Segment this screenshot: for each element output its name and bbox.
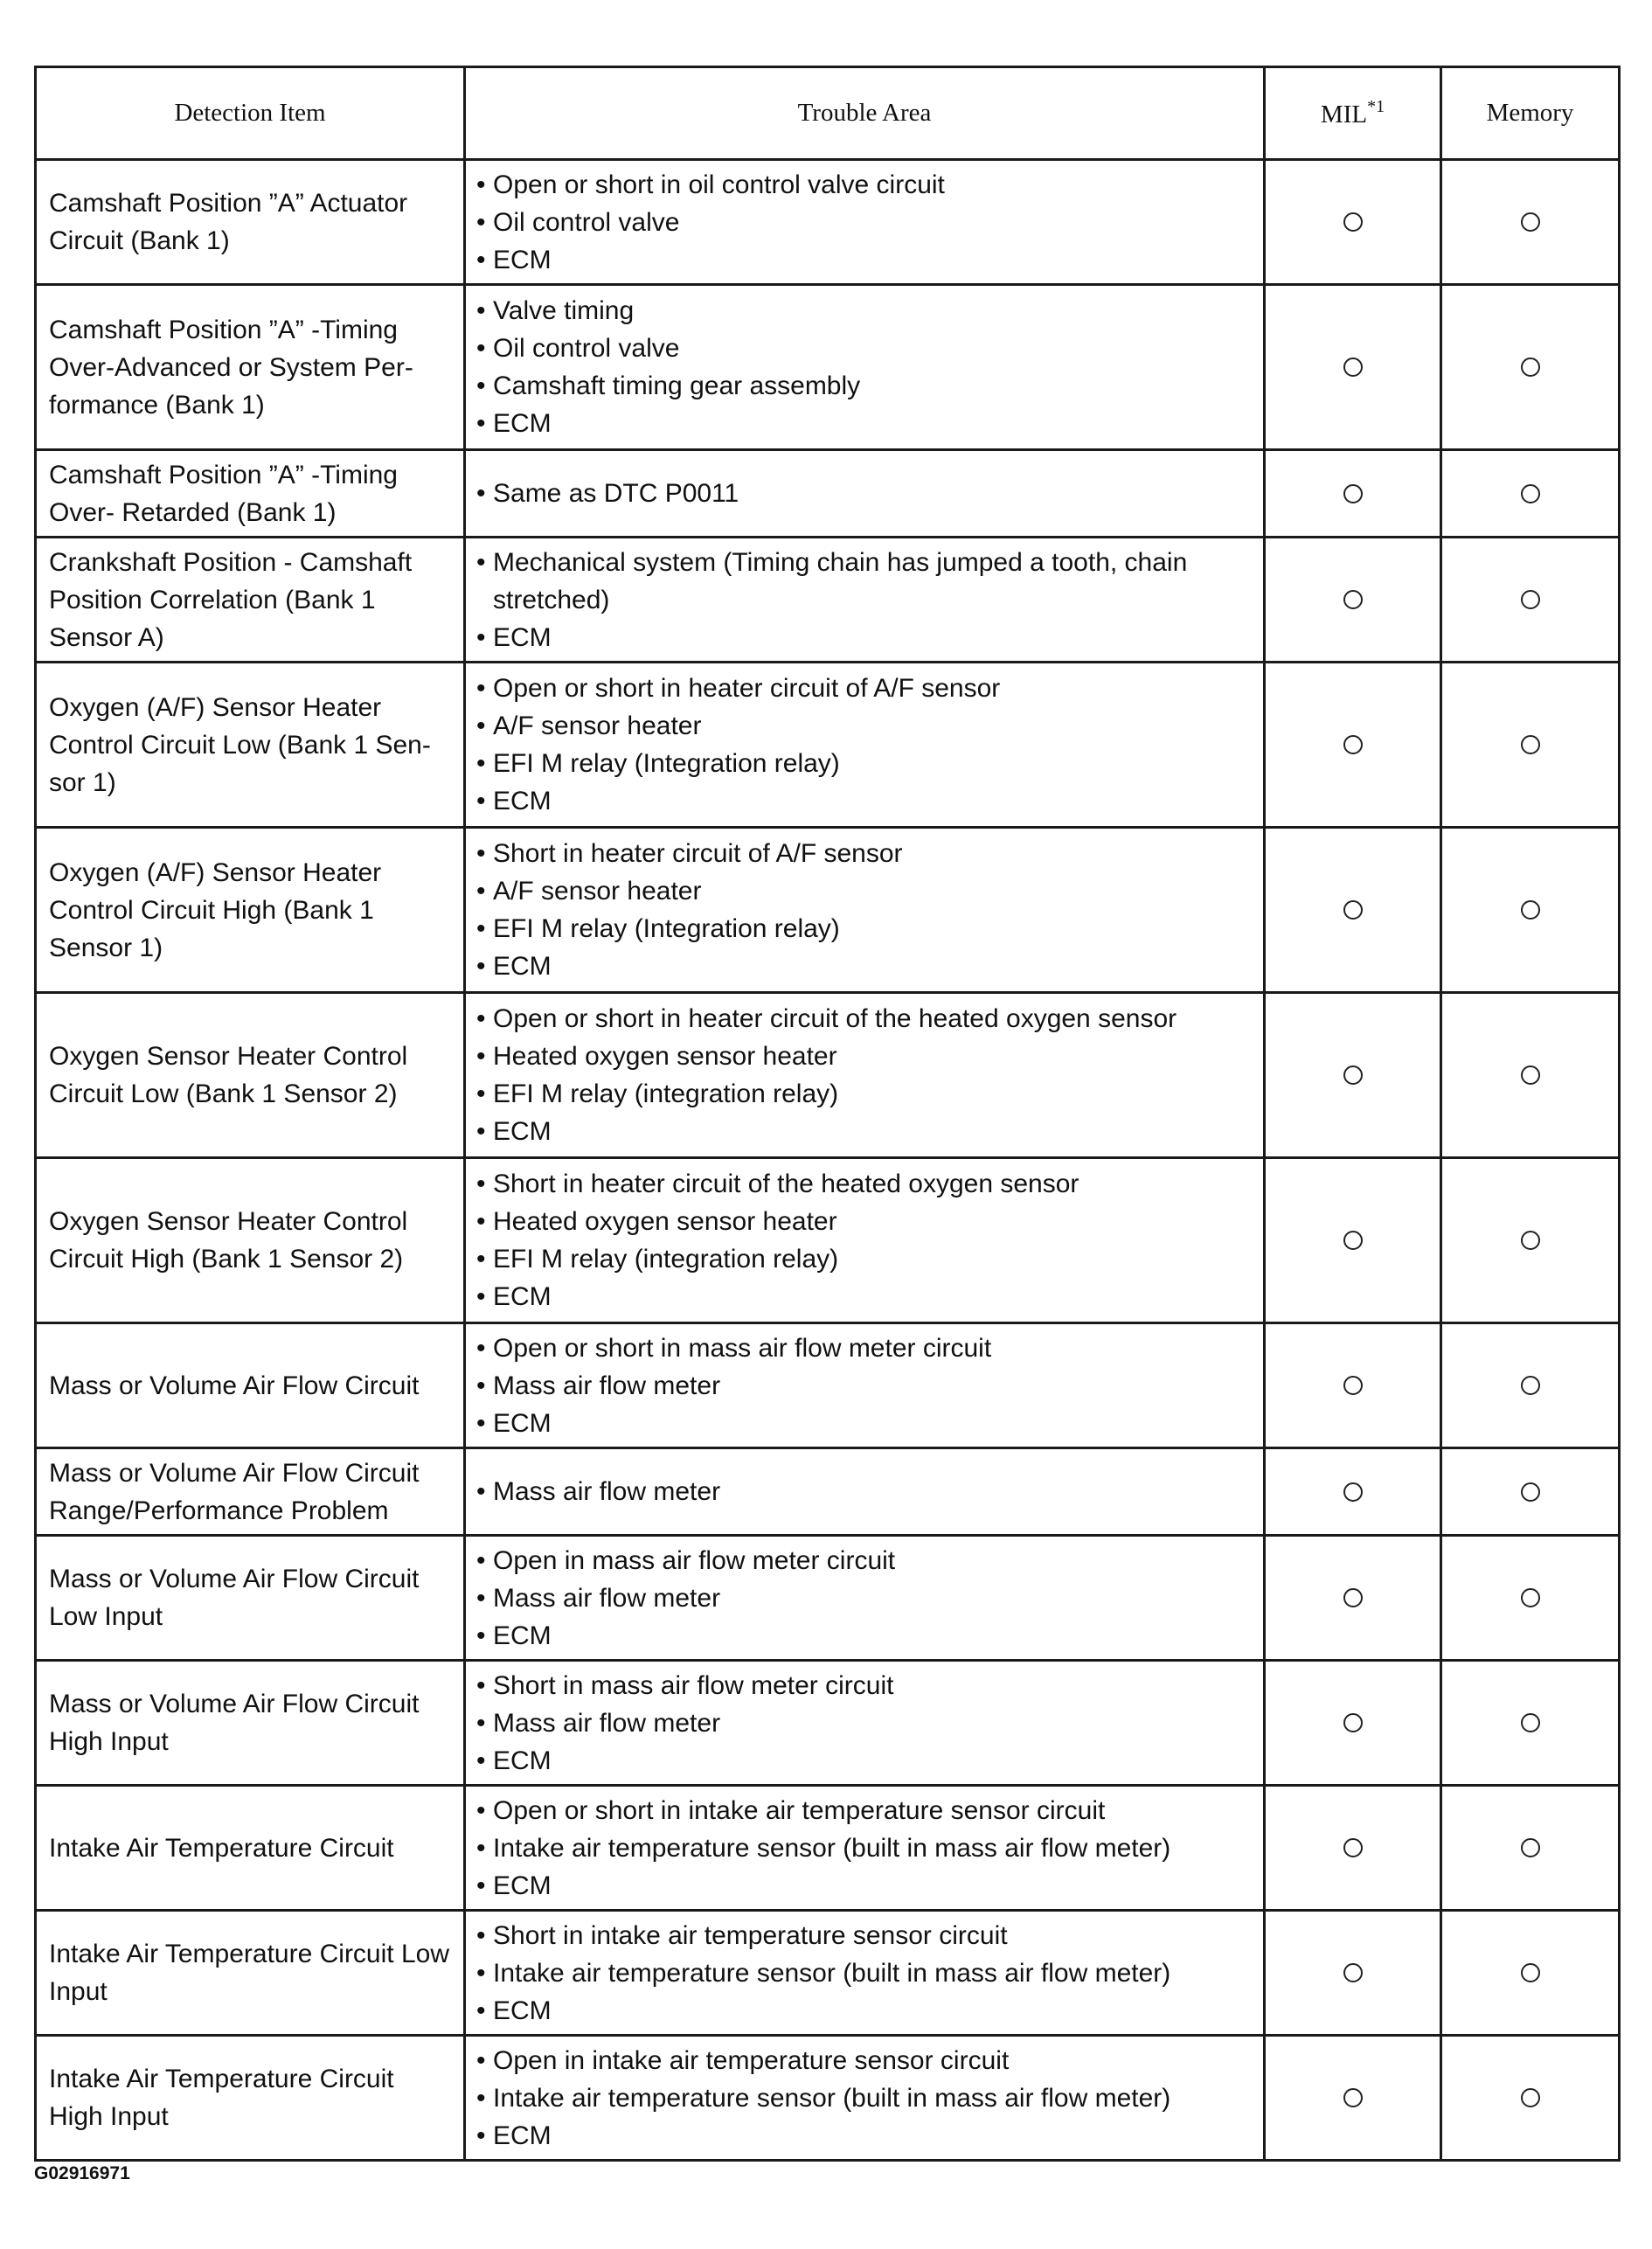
trouble-area-item: • Short in intake air temperature sensor circuit [476, 1917, 1254, 1954]
trouble-area-cell [465, 160, 1265, 285]
memory-circle-icon [1521, 735, 1540, 754]
trouble-area-item: • Open or short in oil control valve circuit [476, 166, 1254, 204]
table-body [36, 160, 1620, 2161]
mil-cell [1265, 2036, 1441, 2161]
trouble-area-list [476, 544, 1254, 656]
dtc-table [34, 66, 1621, 2162]
mil-circle-icon [1343, 735, 1363, 754]
trouble-area-item: • Valve timing [476, 292, 1254, 330]
trouble-area-item: • Heated oxygen sensor heater [476, 1203, 1254, 1240]
header-detection-item: Detection Item [36, 67, 465, 160]
trouble-area-list [476, 1667, 1254, 1780]
memory-circle-icon [1521, 1838, 1540, 1857]
mil-cell [1265, 160, 1441, 285]
trouble-area-cell [465, 1536, 1265, 1661]
trouble-area-item: • ECM [476, 1113, 1254, 1150]
memory-circle-icon [1521, 1231, 1540, 1250]
trouble-area-item: • ECM [476, 947, 1254, 985]
mil-circle-icon [1343, 590, 1363, 609]
trouble-area-item: • Heated oxygen sensor heater [476, 1038, 1254, 1075]
memory-cell [1441, 2036, 1620, 2161]
table-row [36, 1786, 1620, 1911]
trouble-area-list [476, 1792, 1254, 1905]
detection-item-cell: Mass or Volume Air Flow Circuit [36, 1323, 465, 1448]
trouble-area-list [476, 166, 1254, 279]
trouble-area-list [476, 292, 1254, 442]
trouble-area-item: • Intake air temperature sensor (built in mass air flow meter) [476, 1829, 1254, 1867]
header-trouble-area: Trouble Area [465, 67, 1265, 160]
mil-cell [1265, 1536, 1441, 1661]
trouble-area-item: • Open or short in heater circuit of A/F sensor [476, 670, 1254, 707]
trouble-area-cell [465, 1911, 1265, 2036]
trouble-area-item: • Mass air flow meter [476, 1704, 1254, 1742]
mil-circle-icon [1343, 1065, 1363, 1085]
trouble-area-list [476, 1000, 1254, 1150]
trouble-area-cell [465, 538, 1265, 663]
mil-cell [1265, 1323, 1441, 1448]
trouble-area-list [476, 1473, 1254, 1510]
trouble-area-item: • Short in heater circuit of the heated oxygen sensor [476, 1165, 1254, 1203]
memory-cell [1441, 993, 1620, 1158]
memory-cell [1441, 1323, 1620, 1448]
memory-cell [1441, 1536, 1620, 1661]
table-row [36, 450, 1620, 538]
memory-circle-icon [1521, 212, 1540, 232]
trouble-area-item: • EFI M relay (integration relay) [476, 1075, 1254, 1113]
trouble-area-item: • Intake air temperature sensor (built in mass air flow meter) [476, 2079, 1254, 2117]
detection-item-cell: Camshaft Position ”A” Actuator Circuit (Bank 1) [36, 160, 465, 285]
trouble-area-cell [465, 1786, 1265, 1911]
trouble-area-item: • Open or short in mass air flow meter circuit [476, 1329, 1254, 1367]
trouble-area-item: • Mass air flow meter [476, 1579, 1254, 1617]
memory-circle-icon [1521, 900, 1540, 920]
detection-item-cell: Intake Air Temperature Circuit [36, 1786, 465, 1911]
table-row [36, 538, 1620, 663]
memory-circle-icon [1521, 1588, 1540, 1607]
mil-circle-icon [1343, 212, 1363, 232]
mil-cell [1265, 450, 1441, 538]
trouble-area-list [476, 1917, 1254, 2030]
header-mil [1265, 67, 1441, 160]
mil-circle-icon [1343, 1231, 1363, 1250]
table-row [36, 1158, 1620, 1323]
header-memory: Memory [1441, 67, 1620, 160]
trouble-area-item: • ECM [476, 1278, 1254, 1315]
mil-circle-icon [1343, 1963, 1363, 1982]
trouble-area-item: • ECM [476, 241, 1254, 279]
memory-circle-icon [1521, 1713, 1540, 1732]
trouble-area-item: • Open in mass air flow meter circuit [476, 1542, 1254, 1579]
trouble-area-cell [465, 285, 1265, 450]
mil-circle-icon [1343, 1713, 1363, 1732]
trouble-area-item: • Same as DTC P0011 [476, 475, 1254, 512]
memory-cell [1441, 663, 1620, 828]
mil-circle-icon [1343, 484, 1363, 503]
trouble-area-item: • Short in heater circuit of A/F sensor [476, 835, 1254, 872]
trouble-area-item: • ECM [476, 1867, 1254, 1905]
trouble-area-list [476, 835, 1254, 985]
mil-cell [1265, 993, 1441, 1158]
memory-circle-icon [1521, 2088, 1540, 2107]
memory-cell [1441, 538, 1620, 663]
mil-cell [1265, 538, 1441, 663]
mil-cell [1265, 1661, 1441, 1786]
trouble-area-cell [465, 1661, 1265, 1786]
mil-circle-icon [1343, 1482, 1363, 1502]
memory-cell [1441, 1911, 1620, 2036]
trouble-area-item: • ECM [476, 782, 1254, 820]
detection-item-cell: Camshaft Position ”A” -Timing Over-Advanced or System Per-formance (Bank 1) [36, 285, 465, 450]
trouble-area-item: • Mechanical system (Timing chain has jumped a tooth, chain stretched) [476, 544, 1254, 619]
memory-cell [1441, 1448, 1620, 1536]
header-mil-footnote: *1 [1367, 97, 1385, 116]
mil-circle-icon [1343, 2088, 1363, 2107]
trouble-area-list [476, 1329, 1254, 1442]
mil-circle-icon [1343, 1588, 1363, 1607]
detection-item-cell: Oxygen (A/F) Sensor Heater Control Circuit Low (Bank 1 Sen-sor 1) [36, 663, 465, 828]
detection-item-cell: Mass or Volume Air Flow Circuit Range/Performance Problem [36, 1448, 465, 1536]
trouble-area-item: • ECM [476, 1742, 1254, 1780]
trouble-area-item: • ECM [476, 1405, 1254, 1442]
table-row [36, 663, 1620, 828]
memory-cell [1441, 1661, 1620, 1786]
memory-cell [1441, 1158, 1620, 1323]
trouble-area-list [476, 670, 1254, 820]
table-row [36, 993, 1620, 1158]
trouble-area-item: • Oil control valve [476, 330, 1254, 367]
trouble-area-item: • Open in intake air temperature sensor circuit [476, 2042, 1254, 2079]
table-row [36, 1661, 1620, 1786]
table-row [36, 2036, 1620, 2161]
trouble-area-cell [465, 993, 1265, 1158]
trouble-area-item: • A/F sensor heater [476, 872, 1254, 910]
mil-cell [1265, 1786, 1441, 1911]
mil-circle-icon [1343, 900, 1363, 920]
table-row [36, 1536, 1620, 1661]
memory-cell [1441, 160, 1620, 285]
detection-item-cell: Intake Air Temperature Circuit Low Input [36, 1911, 465, 2036]
trouble-area-list [476, 1165, 1254, 1315]
detection-item-cell: Mass or Volume Air Flow Circuit High Input [36, 1661, 465, 1786]
trouble-area-cell [465, 450, 1265, 538]
trouble-area-item: • EFI M relay (Integration relay) [476, 745, 1254, 782]
table-row [36, 1448, 1620, 1536]
trouble-area-list [476, 1542, 1254, 1655]
trouble-area-item: • Short in mass air flow meter circuit [476, 1667, 1254, 1704]
figure-id: G02916971 [34, 2163, 130, 2183]
mil-circle-icon [1343, 1376, 1363, 1395]
trouble-area-item: • A/F sensor heater [476, 707, 1254, 745]
trouble-area-cell [465, 828, 1265, 993]
mil-cell [1265, 828, 1441, 993]
header-mil-label: MIL [1320, 101, 1368, 128]
table-row [36, 828, 1620, 993]
mil-cell [1265, 663, 1441, 828]
mil-cell [1265, 285, 1441, 450]
mil-cell [1265, 1911, 1441, 2036]
detection-item-cell: Intake Air Temperature Circuit High Input [36, 2036, 465, 2161]
trouble-area-item: • ECM [476, 1992, 1254, 2030]
memory-circle-icon [1521, 357, 1540, 377]
memory-circle-icon [1521, 1482, 1540, 1502]
mil-circle-icon [1343, 1838, 1363, 1857]
trouble-area-item: • Intake air temperature sensor (built in mass air flow meter) [476, 1954, 1254, 1992]
trouble-area-cell [465, 1323, 1265, 1448]
memory-cell [1441, 285, 1620, 450]
memory-circle-icon [1521, 1376, 1540, 1395]
trouble-area-item: • Open or short in heater circuit of the heated oxygen sensor [476, 1000, 1254, 1038]
memory-circle-icon [1521, 590, 1540, 609]
mil-cell [1265, 1158, 1441, 1323]
table-row [36, 1323, 1620, 1448]
trouble-area-list [476, 2042, 1254, 2155]
detection-item-cell: Crankshaft Position - Camshaft Position Correlation (Bank 1 Sensor A) [36, 538, 465, 663]
detection-item-cell: Oxygen Sensor Heater Control Circuit High (Bank 1 Sensor 2) [36, 1158, 465, 1323]
trouble-area-item: • Oil control valve [476, 204, 1254, 241]
detection-item-cell: Camshaft Position ”A” -Timing Over- Retarded (Bank 1) [36, 450, 465, 538]
memory-circle-icon [1521, 1065, 1540, 1085]
trouble-area-item: • EFI M relay (Integration relay) [476, 910, 1254, 947]
trouble-area-cell [465, 1158, 1265, 1323]
table-row [36, 160, 1620, 285]
trouble-area-cell [465, 663, 1265, 828]
trouble-area-item: • ECM [476, 405, 1254, 442]
detection-item-cell: Oxygen Sensor Heater Control Circuit Low (Bank 1 Sensor 2) [36, 993, 465, 1158]
memory-cell [1441, 1786, 1620, 1911]
trouble-area-item: • Open or short in intake air temperature sensor circuit [476, 1792, 1254, 1829]
memory-circle-icon [1521, 484, 1540, 503]
table-row [36, 1911, 1620, 2036]
detection-item-cell: Oxygen (A/F) Sensor Heater Control Circuit High (Bank 1 Sensor 1) [36, 828, 465, 993]
table-header-row [36, 67, 1620, 160]
trouble-area-item: • Mass air flow meter [476, 1473, 1254, 1510]
trouble-area-list [476, 475, 1254, 512]
trouble-area-cell [465, 2036, 1265, 2161]
table-row [36, 285, 1620, 450]
trouble-area-item: • Camshaft timing gear assembly [476, 367, 1254, 405]
memory-cell [1441, 450, 1620, 538]
memory-cell [1441, 828, 1620, 993]
trouble-area-item: • EFI M relay (integration relay) [476, 1240, 1254, 1278]
mil-circle-icon [1343, 357, 1363, 377]
mil-cell [1265, 1448, 1441, 1536]
trouble-area-item: • ECM [476, 619, 1254, 656]
trouble-area-cell [465, 1448, 1265, 1536]
trouble-area-item: • ECM [476, 2117, 1254, 2155]
memory-circle-icon [1521, 1963, 1540, 1982]
trouble-area-item: • Mass air flow meter [476, 1367, 1254, 1405]
trouble-area-item: • ECM [476, 1617, 1254, 1655]
detection-item-cell: Mass or Volume Air Flow Circuit Low Input [36, 1536, 465, 1661]
